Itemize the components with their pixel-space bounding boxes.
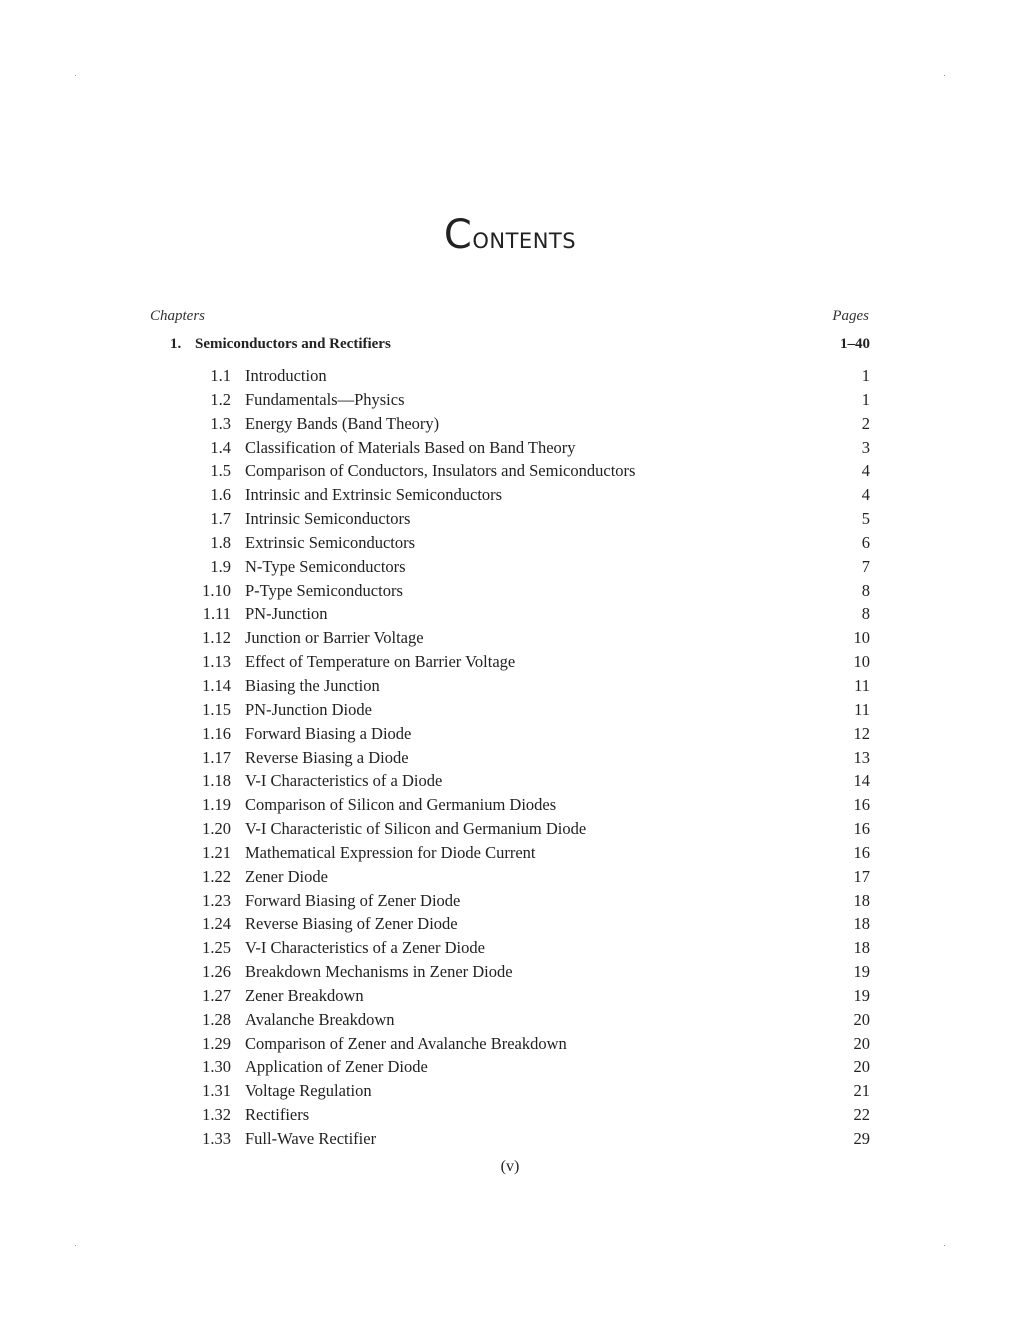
toc-entry	[150, 936, 870, 960]
section-title: Energy Bands (Band Theory)	[245, 413, 440, 433]
section-number: 1.15	[202, 699, 231, 719]
toc-entry	[150, 483, 870, 507]
section-title: Breakdown Mechanisms in Zener Diode	[245, 962, 513, 982]
section-number: 1.3	[210, 413, 231, 433]
section-number: 1.5	[210, 461, 231, 481]
section-number: 1.24	[202, 914, 231, 934]
section-number: 1.4	[210, 437, 231, 457]
section-number: 1.19	[202, 795, 231, 815]
section-title: Forward Biasing of Zener Diode	[245, 890, 461, 910]
section-title: Fundamentals—Physics	[245, 389, 405, 409]
section-page: 19	[853, 985, 870, 1005]
section-page: 14	[853, 771, 870, 791]
toc-entry	[150, 602, 870, 626]
chapter-title: Semiconductors and Rectifiers	[195, 336, 391, 352]
section-number: 1.11	[202, 604, 231, 624]
page-number: (v)	[500, 1158, 520, 1175]
section-number: 1.33	[202, 1129, 231, 1148]
section-title: Junction or Barrier Voltage	[245, 628, 424, 648]
section-title: Extrinsic Semiconductors	[245, 532, 416, 552]
toc-entry	[150, 865, 870, 889]
section-title: Zener Diode	[245, 866, 328, 886]
crop-mark	[75, 75, 76, 76]
section-title: Rectifiers	[245, 1105, 310, 1125]
section-page: 10	[853, 628, 870, 648]
toc-entry	[150, 364, 870, 388]
section-title: Forward Biasing a Diode	[245, 723, 412, 743]
toc-entry	[150, 960, 870, 984]
section-page: 16	[853, 795, 870, 815]
section-number: 1.27	[202, 985, 231, 1005]
section-page: 4	[861, 461, 870, 481]
crop-mark	[944, 1245, 945, 1246]
section-number: 1.17	[202, 747, 231, 767]
section-title: Avalanche Breakdown	[245, 1009, 395, 1029]
section-page: 5	[861, 509, 870, 529]
toc-entry	[150, 698, 870, 722]
section-number: 1.31	[202, 1081, 231, 1101]
section-title: Zener Breakdown	[245, 985, 364, 1005]
section-number: 1.8	[210, 532, 231, 552]
section-page: 1	[861, 366, 870, 385]
toc-entry	[150, 650, 870, 674]
section-title: PN-Junction Diode	[245, 699, 372, 719]
section-page: 17	[853, 866, 870, 886]
crop-mark	[75, 1245, 76, 1246]
section-page: 6	[861, 532, 870, 552]
section-number: 1.14	[202, 675, 231, 695]
section-number: 1.18	[202, 771, 231, 791]
section-title: V-I Characteristic of Silicon and Germanium Diode	[245, 819, 587, 839]
section-page: 10	[853, 652, 870, 672]
section-number: 1.9	[210, 556, 231, 576]
section-page: 12	[853, 723, 870, 743]
crop-mark	[944, 75, 945, 76]
section-number: 1.23	[202, 890, 231, 910]
section-title: Full-Wave Rectifier	[245, 1129, 377, 1148]
section-page: 1	[861, 389, 870, 409]
section-title: V-I Characteristics of a Diode	[245, 771, 443, 791]
section-title: Classification of Materials Based on Band Theory	[245, 437, 576, 457]
section-page: 7	[861, 556, 870, 576]
toc-entry	[150, 746, 870, 770]
section-number: 1.13	[202, 652, 231, 672]
section-title: Comparison of Zener and Avalanche Breakdown	[245, 1033, 567, 1053]
section-page: 13	[853, 747, 870, 767]
toc-entry	[150, 889, 870, 913]
section-number: 1.16	[202, 723, 231, 743]
section-page: 18	[853, 914, 870, 934]
section-page: 8	[861, 580, 870, 600]
toc-entry	[150, 1079, 870, 1103]
section-number: 1.21	[202, 842, 231, 862]
section-number: 1.26	[202, 962, 231, 982]
section-title: Comparison of Silicon and Germanium Diodes	[245, 795, 557, 815]
section-number: 1.2	[210, 389, 231, 409]
section-number: 1.25	[202, 938, 231, 958]
toc-entry	[150, 1008, 870, 1032]
section-number: 1.6	[210, 485, 231, 505]
section-page: 16	[853, 842, 870, 862]
section-page: 22	[853, 1105, 870, 1125]
section-number: 1.12	[202, 628, 231, 648]
section-title: Intrinsic and Extrinsic Semiconductors	[245, 485, 503, 505]
section-page: 29	[853, 1129, 870, 1148]
toc-entry	[150, 793, 870, 817]
section-page: 21	[853, 1081, 870, 1101]
toc-entry	[150, 412, 870, 436]
section-number: 1.20	[202, 819, 231, 839]
toc-entry	[150, 722, 870, 746]
section-number: 1.30	[202, 1057, 231, 1077]
toc-entry	[150, 507, 870, 531]
toc-entry	[150, 841, 870, 865]
section-page: 20	[853, 1009, 870, 1029]
chapter-number: 1.	[170, 336, 182, 352]
section-page: 2	[861, 413, 870, 433]
section-title: V-I Characteristics of a Zener Diode	[245, 938, 485, 958]
title-rest: ontents	[472, 221, 577, 256]
section-number: 1.7	[210, 509, 231, 529]
section-title: Introduction	[245, 366, 327, 385]
toc-entry	[150, 388, 870, 412]
section-number: 1.28	[202, 1009, 231, 1029]
section-title: P-Type Semiconductors	[245, 580, 403, 600]
section-title: Intrinsic Semiconductors	[245, 509, 411, 529]
section-title: Effect of Temperature on Barrier Voltage	[245, 652, 516, 672]
section-title: Application of Zener Diode	[245, 1057, 428, 1077]
section-page: 20	[853, 1057, 870, 1077]
section-number: 1.1	[210, 366, 231, 385]
section-title: Voltage Regulation	[245, 1081, 372, 1101]
section-number: 1.29	[202, 1033, 231, 1053]
section-title: Reverse Biasing a Diode	[245, 747, 409, 767]
section-page: 19	[853, 962, 870, 982]
toc-entry	[150, 626, 870, 650]
toc-entry	[150, 459, 870, 483]
page-title	[0, 212, 1020, 258]
title-initial: C	[443, 212, 473, 258]
section-title: Biasing the Junction	[245, 675, 380, 695]
chapters-header: Chapters	[150, 308, 206, 324]
section-title: Mathematical Expression for Diode Current	[245, 842, 536, 862]
toc-entry	[150, 912, 870, 936]
toc-entry	[150, 1055, 870, 1079]
section-number: 1.10	[202, 580, 231, 600]
chapter-pages: 1–40	[840, 336, 870, 352]
section-page: 8	[861, 604, 870, 624]
section-title: PN-Junction	[245, 604, 328, 624]
section-title: Reverse Biasing of Zener Diode	[245, 914, 458, 934]
toc-entry	[150, 984, 870, 1008]
toc-entry	[150, 769, 870, 793]
toc-entry	[150, 579, 870, 603]
section-page: 18	[853, 938, 870, 958]
section-page: 4	[861, 485, 870, 505]
toc-entry	[150, 555, 870, 579]
toc-entry	[150, 1127, 870, 1151]
toc-entry	[150, 1103, 870, 1127]
section-page: 11	[854, 675, 870, 695]
section-title: N-Type Semiconductors	[245, 556, 406, 576]
section-title: Comparison of Conductors, Insulators and Semiconductors	[245, 461, 636, 481]
section-number: 1.22	[202, 866, 231, 886]
toc-entry	[150, 436, 870, 460]
section-page: 11	[854, 699, 870, 719]
toc-entry	[150, 674, 870, 698]
section-page: 3	[861, 437, 870, 457]
toc-entry	[150, 1032, 870, 1056]
pages-header: Pages	[832, 308, 869, 324]
toc-entry	[150, 531, 870, 555]
section-page: 16	[853, 819, 870, 839]
section-page: 20	[853, 1033, 870, 1053]
section-number: 1.32	[202, 1105, 231, 1125]
section-page: 18	[853, 890, 870, 910]
section-list	[150, 364, 870, 1151]
toc-entry	[150, 817, 870, 841]
